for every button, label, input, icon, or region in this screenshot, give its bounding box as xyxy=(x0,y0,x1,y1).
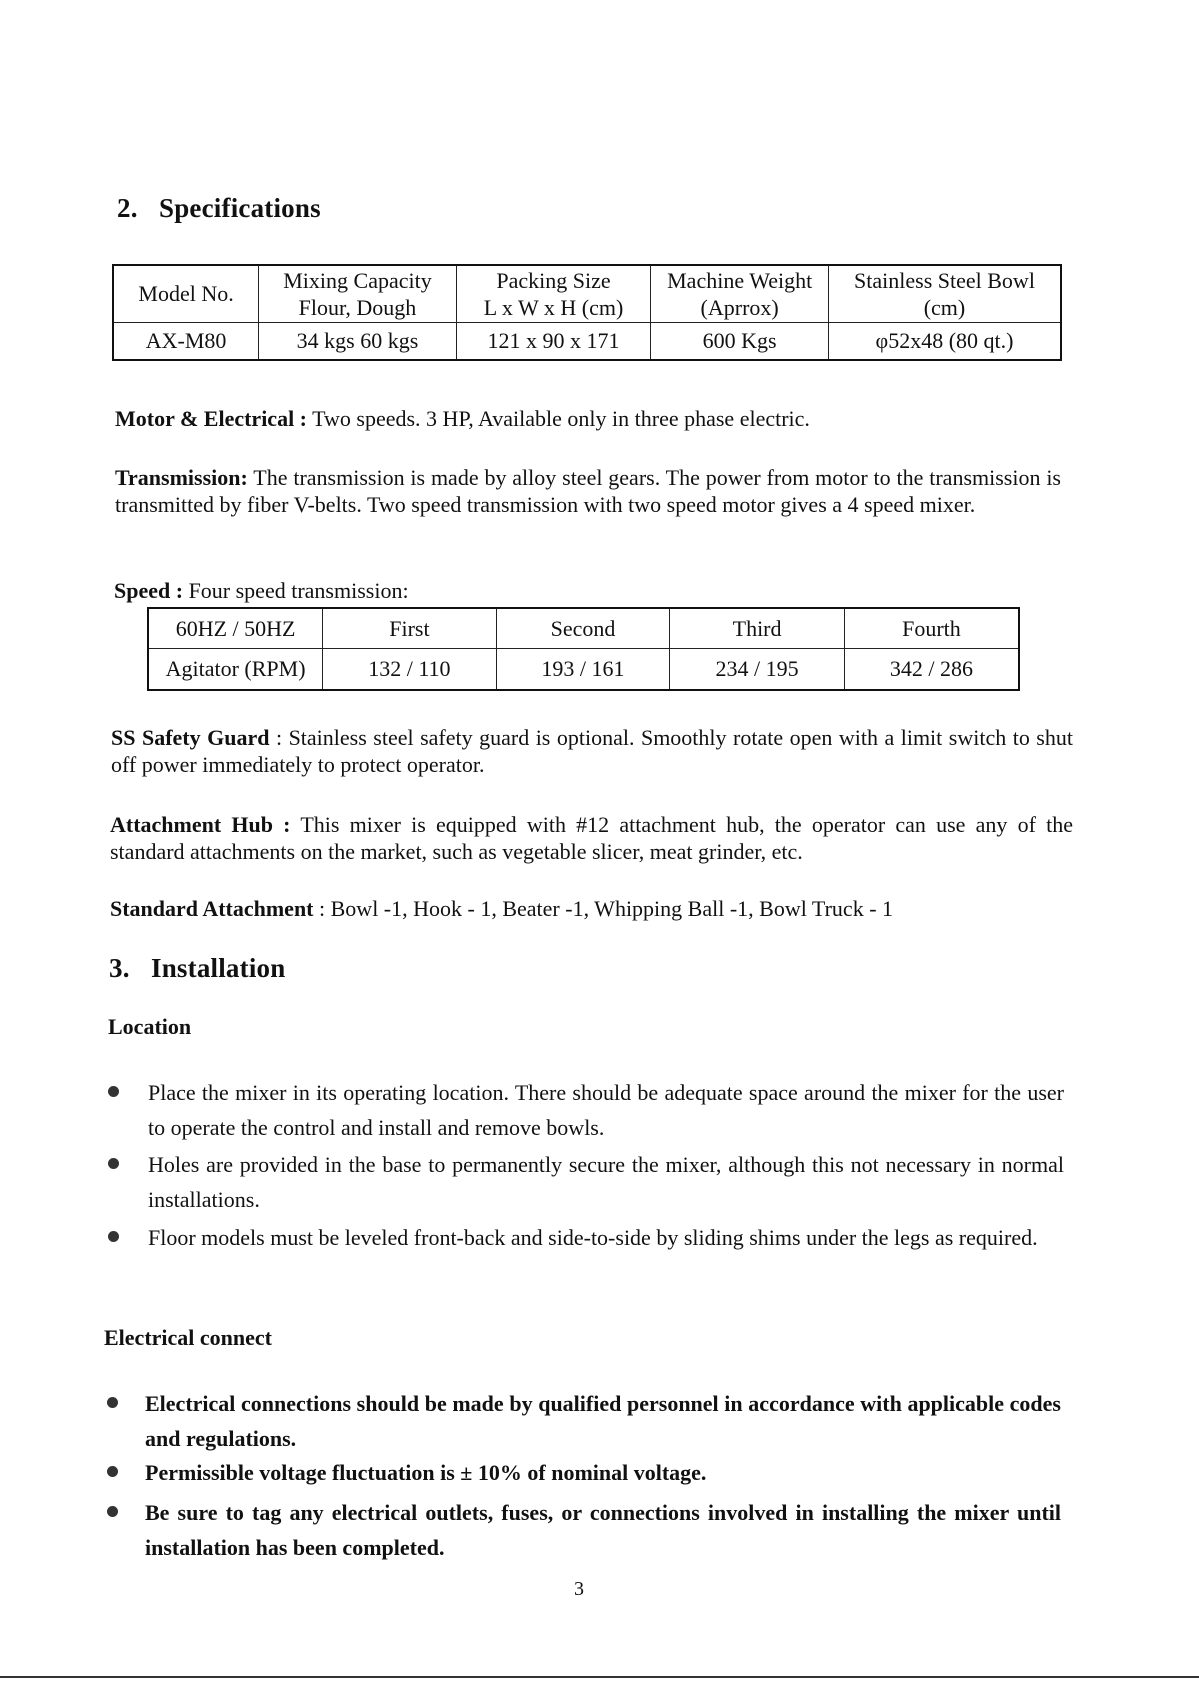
bullet-icon xyxy=(108,1158,119,1169)
motor-label: Motor & Electrical : xyxy=(115,406,308,431)
transmission-text: The transmission is made by alloy steel gears. The power from motor to the transmission is transmitted by fiber V-belts. Two speed transmission with two speed motor gives a 4 speed mixer. xyxy=(115,465,1061,517)
cell-packing-size: 121 x 90 x 171 xyxy=(456,322,651,360)
speed-header-third: Third xyxy=(670,608,845,648)
section-number: 3. xyxy=(109,953,130,983)
location-item: Floor models must be leveled front-back and side-to-side by sliding shims under the legs as required. xyxy=(148,1220,1064,1255)
speed-cell-fourth: 342 / 286 xyxy=(844,648,1019,690)
header-machine-weight: Machine Weight (Aprrox) xyxy=(651,265,829,322)
location-item: Place the mixer in its operating location. There should be adequate space around the mixer for the user to operate the control and install and remove bowls. xyxy=(148,1075,1064,1145)
speed-table-header-row xyxy=(148,608,1019,648)
header-packing-size: Packing Size L x W x H (cm) xyxy=(456,265,651,322)
speed-cell-first: 132 / 110 xyxy=(323,648,497,690)
section-heading-installation xyxy=(109,953,285,984)
cell-model: AX-M80 xyxy=(113,322,259,360)
transmission-label: Transmission: xyxy=(115,465,248,490)
safety-guard-text: : Stainless steel safety guard is optional. Smoothly rotate open with a limit switch to shut off power immediately to protect operator. xyxy=(111,725,1073,777)
speed-header-first: First xyxy=(323,608,497,648)
page-number: 3 xyxy=(574,1578,584,1600)
section-title: Specifications xyxy=(159,193,321,223)
bullet-icon xyxy=(108,1086,119,1097)
table-row xyxy=(113,322,1061,360)
attachment-hub-label: Attachment Hub : xyxy=(110,812,291,837)
safety-guard-label: SS Safety Guard xyxy=(111,725,270,750)
speed-header-fourth: Fourth xyxy=(844,608,1019,648)
header-bowl: Stainless Steel Bowl (cm) xyxy=(828,265,1061,322)
bullet-icon xyxy=(107,1397,118,1408)
speed-text: Four speed transmission: xyxy=(183,578,409,603)
speed-cell-third: 234 / 195 xyxy=(670,648,845,690)
speed-label: Speed : xyxy=(114,578,184,603)
bullet-icon xyxy=(107,1466,118,1477)
electrical-item: Electrical connections should be made by qualified personnel in accordance with applicable codes and regulations. xyxy=(145,1386,1061,1456)
speed-table xyxy=(147,607,1020,691)
standard-attachment-paragraph xyxy=(110,895,1073,922)
motor-text: Two speeds. 3 HP, Available only in three phase electric. xyxy=(307,406,810,431)
electrical-item: Permissible voltage fluctuation is ± 10% of nominal voltage. xyxy=(145,1455,1061,1490)
section-title: Installation xyxy=(151,953,286,983)
electrical-heading: Electrical connect xyxy=(104,1325,272,1350)
standard-attachment-label: Standard Attachment xyxy=(110,896,314,921)
speed-paragraph xyxy=(114,577,714,604)
cell-capacity: 34 kgs 60 kgs xyxy=(259,322,457,360)
attachment-hub-text: This mixer is equipped with #12 attachment hub, the operator can use any of the standard attachments on the market, such as vegetable slicer, meat grinder, etc. xyxy=(110,812,1073,864)
speed-header-second: Second xyxy=(496,608,670,648)
transmission-paragraph xyxy=(115,464,1061,518)
speed-cell-second: 193 / 161 xyxy=(496,648,670,690)
electrical-item: Be sure to tag any electrical outlets, fuses, or connections involved in installing the mixer until installation has been completed. xyxy=(145,1495,1061,1565)
cell-weight: 600 Kgs xyxy=(651,322,829,360)
standard-attachment-text: : Bowl -1, Hook - 1, Beater -1, Whipping Ball -1, Bowl Truck - 1 xyxy=(313,896,894,921)
section-heading-specifications xyxy=(117,193,321,224)
motor-paragraph xyxy=(115,405,1065,432)
bullet-icon xyxy=(107,1506,118,1517)
section-number: 2. xyxy=(117,193,138,223)
table-row xyxy=(148,648,1019,690)
speed-cell-agitator: Agitator (RPM) xyxy=(148,648,323,690)
bullet-icon xyxy=(108,1231,119,1242)
page-edge-line xyxy=(0,1676,1199,1678)
safety-guard-paragraph xyxy=(111,724,1073,778)
attachment-hub-paragraph xyxy=(110,811,1073,865)
cell-bowl: φ52x48 (80 qt.) xyxy=(828,322,1061,360)
speed-header-frequency: 60HZ / 50HZ xyxy=(148,608,323,648)
table-header-row xyxy=(113,265,1061,322)
location-heading: Location xyxy=(108,1014,192,1039)
header-model-no: Model No. xyxy=(113,265,259,322)
location-item: Holes are provided in the base to permanently secure the mixer, although this not necessary in normal installations. xyxy=(148,1147,1064,1217)
header-mixing-capacity: Mixing Capacity Flour, Dough xyxy=(259,265,457,322)
specifications-table xyxy=(112,264,1062,361)
